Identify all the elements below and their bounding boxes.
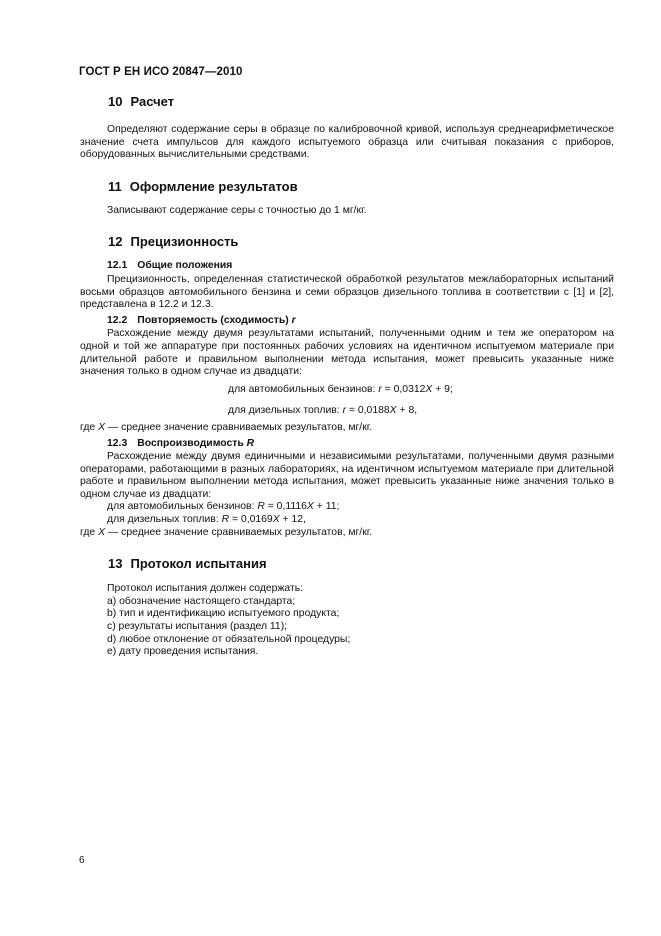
document-header: ГОСТ Р ЕН ИСО 20847—2010 xyxy=(79,66,243,78)
where-word: где xyxy=(80,421,96,433)
section-number: 10 xyxy=(108,94,123,109)
list-item: e) дату проведения испытания. xyxy=(107,646,259,658)
formula-var: R xyxy=(221,514,230,526)
where-text: — среднее значение сравниваемых результатов, мг/кг. xyxy=(105,526,373,538)
formula-x: X xyxy=(306,501,314,513)
formula-x: X xyxy=(389,405,397,417)
section-title: Оформление результатов xyxy=(129,178,298,194)
where-explanation-12-3 xyxy=(80,527,614,540)
subsection-title: Воспроизводимость xyxy=(137,437,244,449)
section-number: 11 xyxy=(108,178,122,194)
formula-repeatability-diesel xyxy=(228,405,614,418)
where-x: X xyxy=(98,526,105,538)
formula-coef: = 0,0312 xyxy=(381,383,426,395)
where-word: где xyxy=(80,526,96,538)
formula-end: + 12, xyxy=(279,514,306,526)
section-13-intro: Протокол испытания должен содержать: xyxy=(107,583,304,595)
section-title: Прецизионность xyxy=(130,234,239,250)
formula-prefix: для дизельных топлив: xyxy=(228,405,340,417)
where-x: X xyxy=(98,421,105,433)
formula-end: + 9; xyxy=(432,383,453,395)
formula-x: X xyxy=(425,383,433,395)
symbol-R: R xyxy=(246,437,255,449)
section-12-heading xyxy=(108,234,614,250)
formula-coef: = 0,0188 xyxy=(346,405,390,417)
formula-repeatability-gasoline xyxy=(228,384,614,397)
section-10-text: Определяют содержание серы в образце по калибровочной кривой, используя среднеарифметическое значение счета импульсов для каждого испытуемого образца или считывая показания с приборов, оборудованных вычислительными средствами. xyxy=(80,124,614,161)
section-number: 12 xyxy=(108,234,123,250)
subsection-12-2-heading xyxy=(107,315,614,328)
formula-coef: = 0,0169 xyxy=(229,514,273,526)
page-number: 6 xyxy=(79,855,85,866)
subsection-12-3-heading xyxy=(107,438,614,451)
section-11-text: Записывают содержание серы с точностью до 1 мг/кг. xyxy=(107,204,367,216)
section-11-heading xyxy=(108,179,614,195)
subsection-title: Повторяемость (сходимость) xyxy=(137,314,289,326)
list-item: d) любое отклонение от обязательной процедуры; xyxy=(107,633,351,645)
symbol-r: r xyxy=(291,314,296,326)
list-item: b) тип и идентификацию испытуемого продукта; xyxy=(107,608,340,620)
section-title: Расчет xyxy=(130,94,175,109)
formula-prefix: для автомобильных бензинов: xyxy=(228,383,376,395)
subsection-number: 12.1 xyxy=(107,260,128,272)
section-13-heading xyxy=(108,556,614,572)
formula-var: r xyxy=(378,383,382,395)
list-item: a) обозначение настоящего стандарта; xyxy=(107,595,296,607)
formula-coef: = 0,1116 xyxy=(264,501,307,513)
subsection-12-1-heading xyxy=(107,260,614,273)
formula-prefix: для автомобильных бензинов: xyxy=(107,501,255,513)
formula-prefix: для дизельных топлив: xyxy=(107,514,219,526)
subsection-title: Общие положения xyxy=(137,260,233,272)
subsection-number: 12.2 xyxy=(107,314,128,326)
formula-reproducibility-gasoline xyxy=(107,501,614,514)
where-explanation-12-2 xyxy=(80,422,614,435)
list-item: c) результаты испытания (раздел 11); xyxy=(107,621,288,633)
formula-x: X xyxy=(272,514,280,526)
formula-reproducibility-diesel xyxy=(107,514,614,527)
section-10-heading xyxy=(108,94,614,110)
subsection-12-1-text: Прецизионность, определенная статистической обработкой результатов межлабораторных испытаний восьми образцов автомобильного бензина и семи образцов дизельного топлива в соответствии с [1] и [2], представлена в 12.2 и 12.3. xyxy=(80,273,614,311)
section-title: Протокол испытания xyxy=(130,556,267,572)
formula-var: r xyxy=(342,405,347,417)
formula-end: + 8, xyxy=(396,405,418,417)
formula-end: + 11; xyxy=(313,501,340,513)
where-text: — среднее значение сравниваемых результатов, мг/кг. xyxy=(105,421,373,433)
subsection-number: 12.3 xyxy=(107,437,128,449)
document-body xyxy=(80,94,614,659)
section-number: 13 xyxy=(108,556,123,572)
formula-var: R xyxy=(257,501,265,513)
subsection-12-3-text: Расхождение между двумя единичными и независимыми результатами, полученными двумя разными операторами, работающими в разных лабораториях, на идентичном испытуемом материале при длительной работе и правильном выполнении метода испытания, может превысить указанные ниже значения только в одном случае из двадцати: xyxy=(80,451,614,500)
subsection-12-2-text: Расхождение между двумя результатами испытаний, полученными одним и тем же оператором на одной и той же аппаратуре при постоянных рабочих условиях на идентичном испытуемом материале при длительной работе и правильном выполнении метода испытания, может превысить указанные ниже значения только в одном случае из двадцати: xyxy=(80,328,614,378)
